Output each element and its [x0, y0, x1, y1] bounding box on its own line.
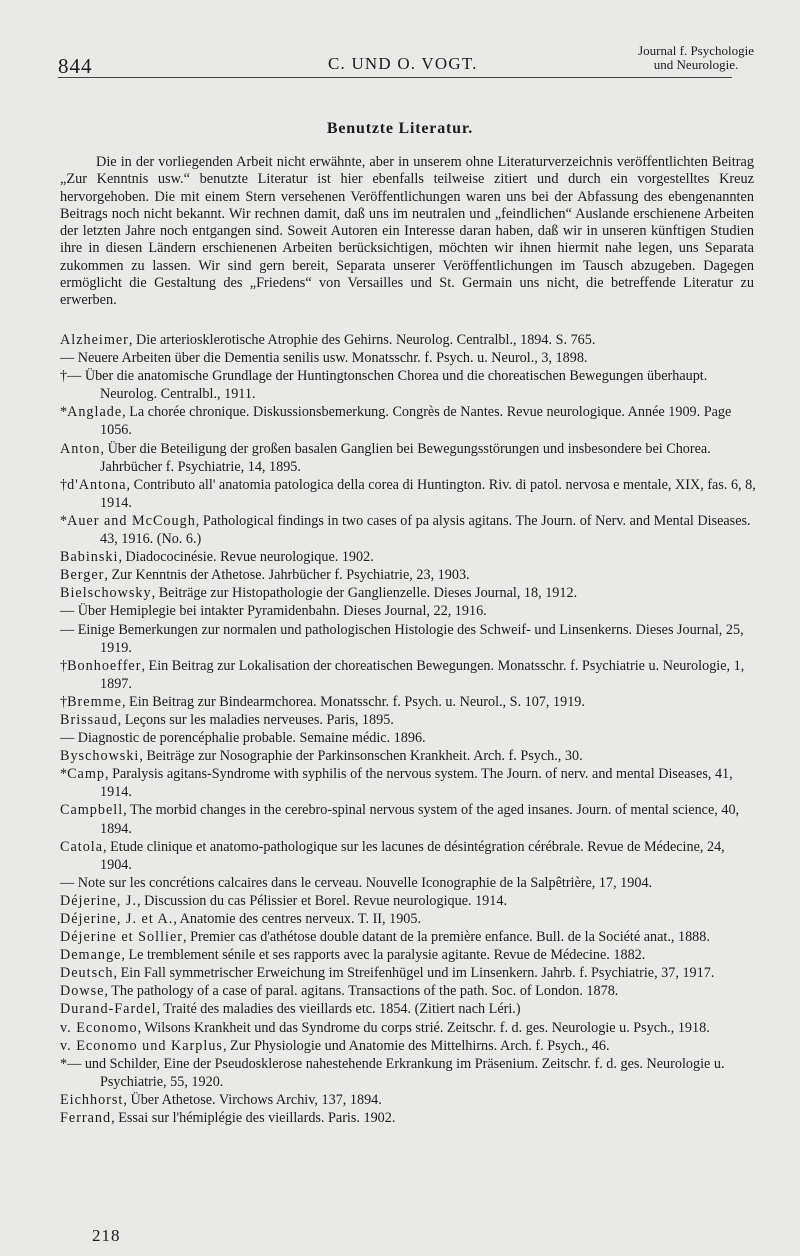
- reference-text: , Ein Beitrag zur Lokalisation der choreatischen Bewegungen. Monatsschr. f. Psychiatrie u. Neurologie, 1, 1897.: [100, 657, 745, 692]
- reference-text: , The pathology of a case of paral. agitans. Transactions of the path. Soc. of London. 1878.: [104, 983, 619, 1000]
- reference-entry: [60, 892, 760, 910]
- reference-author: Eichhorst: [60, 1091, 124, 1108]
- reference-text: , Contributo all' anatomia patologica della corea di Huntington. Riv. di patol. nervosa e mentale, XIX, fas. 6, 8, 1914.: [100, 476, 756, 511]
- signature-mark: 218: [92, 1226, 121, 1245]
- reference-marker: *: [60, 766, 68, 783]
- reference-text: , Ein Fall symmetrischer Erweichung im Streifenhügel und im Linsenkern. Jahrb. f. Psychiatrie, 37, 1917.: [113, 965, 715, 982]
- running-header: [58, 44, 762, 80]
- reference-author: Demange: [60, 947, 122, 964]
- reference-text: , Beiträge zur Nosographie der Parkinsonschen Krankheit. Arch. f. Psych., 30.: [139, 748, 583, 765]
- reference-text: , Die arteriosklerotische Atrophie des Gehirns. Neurolog. Centralbl., 1894. S. 765.: [128, 332, 596, 348]
- reference-text: , Pathological findings in two cases of pa alysis agitans. The Journ. of Nerv. and Mental Diseases. 43, 1916. (No. 6.): [100, 512, 751, 548]
- reference-author: Déjerine, J. et A.: [60, 911, 174, 927]
- reference-entry: [60, 1109, 760, 1127]
- reference-text: , Diadococinésie. Revue neurologique. 1902.: [118, 549, 374, 566]
- reference-text: , Discussion du cas Pélissier et Borel. Revue neurologique. 1914.: [137, 892, 508, 909]
- reference-author: Déjerine, J.: [60, 892, 138, 909]
- reference-entry: [60, 440, 760, 476]
- reference-entry: [60, 928, 760, 946]
- reference-text: , The morbid changes in the cerebro-spinal nervous system of the aged insanes. Journ. of mental science, 40, 1894.: [100, 802, 740, 837]
- reference-text: , Essai sur l'hémiplégie des vieillards. Paris. 1902.: [111, 1110, 396, 1127]
- reference-author: Ferrand: [60, 1110, 112, 1127]
- reference-entry: [60, 765, 760, 801]
- reference-author: v. Economo und Karplus: [60, 1037, 223, 1054]
- reference-text: , Le tremblement sénile et ses rapports avec la paralysie agitante. Revue de Médecine. 1882.: [121, 947, 646, 964]
- reference-marker: —: [60, 730, 78, 747]
- reference-entry: [60, 1000, 760, 1018]
- reference-author: d'Antona: [67, 476, 127, 493]
- reference-text: , Über die Beteiligung der großen basalen Ganglien bei Bewegungsstörungen und insbesondere bei Chorea. Jahrbücher f. Psychiatrie, 14, 1895.: [100, 440, 711, 475]
- reference-text: Über Hemiplegie bei intakter Pyramidenbahn. Dieses Journal, 22, 1916.: [77, 603, 487, 620]
- reference-text: , Wilsons Krankheit und das Syndrome du corps strié. Zeitschr. f. d. ges. Neurologie u. Psych., 1918.: [137, 1019, 710, 1036]
- reference-entry: [60, 982, 760, 1000]
- reference-text: , Ein Beitrag zur Bindearmchorea. Monatsschr. f. Psych. u. Neurol., S. 107, 1919.: [121, 693, 585, 710]
- reference-author: Anton: [60, 440, 101, 457]
- reference-entry: [60, 657, 760, 693]
- reference-author: Anglade: [67, 404, 123, 421]
- reference-entry: [60, 1037, 760, 1055]
- reference-list: [60, 331, 760, 1127]
- reference-entry: [60, 1091, 760, 1109]
- reference-text: , Zur Physiologie und Anatomie des Mittelhirns. Arch. f. Psych., 46.: [222, 1037, 610, 1054]
- reference-entry: [60, 874, 760, 892]
- reference-text: , Etude clinique et anatomo-pathologique sur les lacunes de désintégration cérébrale. Revue de Médecine, 24, 1904.: [100, 838, 725, 873]
- reference-entry: [60, 729, 760, 747]
- reference-entry: [60, 1019, 760, 1037]
- reference-text: , Paralysis agitans-Syndrome with syphilis of the nervous system. The Journ. of nerv. and mental Diseases, 41, 1914.: [100, 766, 733, 801]
- reference-text: , La chorée chronique. Diskussionsbemerkung. Congrès de Nantes. Revue neurologique. Année 1909. Page 1056.: [100, 404, 732, 439]
- reference-entry: [60, 711, 760, 729]
- running-head-authors: C. UND O. VOGT.: [328, 54, 478, 73]
- reference-entry: [60, 403, 760, 439]
- reference-entry: [60, 331, 760, 349]
- reference-author: Campbell: [60, 802, 124, 819]
- reference-marker: *—: [60, 1055, 85, 1072]
- reference-entry: [60, 367, 760, 403]
- intro-paragraph: Die in der vorliegenden Arbeit nicht erwähnte, aber in unserem ohne Literaturverzeichnis veröffentlichten Beitrag „Zur Kenntnis usw.“ benutzte Literatur ist hier ebenfalls teilweise zitiert und durch ein vorgestelltes Kreuz hervorgehoben. Die mit einem Stern versehenen Veröffentlichungen waren uns bei der Abfassung des ebengenannten Beitrags noch nicht bekannt. Wir rechnen damit, daß uns im neutralen und „feindlichen“ Auslande erschienene Arbeiten der letzten Jahre noch entgangen sind. Soweit Autoren ein Interesse daran haben, daß wir in unseren künftigen Studien ihre in diesen Ländern erschienenen Arbeiten berücksichtigen, möchten wir ihnen hiermit nahe legen, uns Separata zukommen zu lassen. Wir sind gern bereit, Separata unserer Veröffentlichungen im Tausch abzugeben. Dagegen ermöglicht die Gestaltung des „Friedens“ von Versailles und St. Germain uns nicht, die betreffende Literatur zu erwerben.: [60, 154, 754, 309]
- running-head-journal: [638, 44, 754, 72]
- reference-author: Bremme: [67, 693, 122, 710]
- reference-entry: [60, 747, 760, 765]
- header-rule: [58, 77, 732, 78]
- section-title: Benutzte Literatur.: [326, 120, 474, 137]
- reference-entry: [60, 602, 760, 620]
- reference-text: , Zur Kenntnis der Athetose. Jahrbücher f. Psychiatrie, 23, 1903.: [104, 567, 470, 584]
- reference-text: Einige Bemerkungen zur normalen und pathologischen Histologie des Schweif- und Linsenkerns. Dieses Journal, 25, 1919.: [77, 621, 744, 656]
- reference-author: Bielschowsky: [60, 585, 152, 602]
- reference-entry: [60, 349, 760, 367]
- reference-text: , Premier cas d'athétose double datant de la première enfance. Bull. de la Société anat., 1888.: [183, 929, 710, 946]
- reference-author: Byschowski: [60, 748, 140, 765]
- reference-marker: —: [60, 621, 78, 638]
- reference-text: , Traité des maladies des vieillards etc. 1854. (Zitiert nach Léri.): [156, 1001, 521, 1018]
- reference-entry: [60, 1055, 760, 1091]
- reference-entry: [60, 946, 760, 964]
- reference-entry: [60, 548, 760, 566]
- reference-marker: —: [60, 874, 78, 891]
- reference-text: Diagnostic de porencéphalie probable. Semaine médic. 1896.: [77, 730, 426, 747]
- reference-marker: †—: [60, 368, 85, 385]
- reference-text: und Schilder, Eine der Pseudosklerose nahestehende Erkrankung im Präsenium. Zeitschr. f. d. ges. Neurologie u. Psychiatrie, 55, 1920.: [84, 1055, 725, 1090]
- reference-author: Bonhoeffer: [67, 657, 142, 674]
- reference-text: Über die anatomische Grundlage der Huntingtonschen Chorea und die choreatischen Bewegungen überhaupt. Neurolog. Centralbl., 1911.: [84, 368, 708, 403]
- reference-marker: †: [60, 476, 68, 493]
- reference-text: Neuere Arbeiten über die Dementia senilis usw. Monatsschr. f. Psych. u. Neurol., 3, 1898.: [77, 350, 588, 367]
- journal-name-line1: Journal f. Psychologie: [638, 43, 754, 58]
- reference-entry: [60, 621, 760, 657]
- reference-text: , Leçons sur les maladies nerveuses. Paris, 1895.: [117, 711, 394, 728]
- reference-author: Auer and McCough: [67, 512, 196, 529]
- reference-entry: [60, 693, 760, 711]
- reference-entry: [60, 801, 760, 837]
- page-number: 844: [58, 54, 93, 78]
- reference-author: Catola: [60, 838, 104, 855]
- reference-marker: †: [60, 693, 68, 710]
- journal-name-line2: und Neurologie.: [653, 57, 739, 72]
- reference-entry: [60, 512, 760, 548]
- reference-marker: *: [60, 404, 68, 421]
- reference-text: , Beiträge zur Histopathologie der Ganglienzelle. Dieses Journal, 18, 1912.: [151, 585, 578, 602]
- reference-entry: [60, 476, 760, 512]
- reference-author: Déjerine et Sollier: [60, 929, 184, 946]
- reference-marker: *: [60, 512, 68, 529]
- reference-marker: —: [60, 350, 78, 367]
- reference-marker: —: [60, 603, 78, 620]
- reference-author: Camp: [67, 766, 105, 783]
- reference-text: , Über Athetose. Virchows Archiv, 137, 1894.: [123, 1091, 382, 1108]
- reference-author: Deutsch: [60, 965, 114, 982]
- reference-entry: [60, 584, 760, 602]
- reference-author: Babinski: [60, 549, 119, 566]
- reference-text: , Anatomie des centres nerveux. T. II, 1905.: [173, 911, 422, 927]
- reference-author: v. Economo: [60, 1019, 138, 1036]
- reference-entry: [60, 838, 760, 874]
- reference-author: Alzheimer: [60, 332, 129, 348]
- reference-text: Note sur les concrétions calcaires dans le cerveau. Nouvelle Iconographie de la Salpêtrière, 17, 1904.: [77, 874, 653, 891]
- reference-author: Dowse: [60, 983, 105, 1000]
- reference-marker: †: [60, 657, 68, 674]
- reference-author: Berger: [60, 567, 105, 584]
- reference-entry: [60, 910, 760, 928]
- reference-entry: [60, 566, 760, 584]
- reference-entry: [60, 964, 760, 982]
- reference-author: Brissaud: [60, 711, 118, 728]
- reference-author: Durand-Fardel: [60, 1001, 157, 1018]
